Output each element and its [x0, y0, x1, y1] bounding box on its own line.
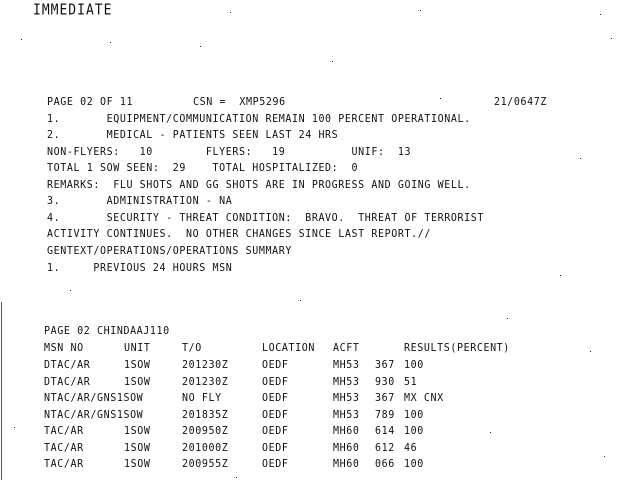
cell-msn: NTAC/AR/GNS1SOW	[44, 392, 144, 405]
cell-aircraft: MH60	[333, 425, 360, 438]
cell-aircraft: MH53	[333, 375, 360, 388]
page-number: PAGE 02 OF 11	[47, 96, 134, 109]
fax-speck	[200, 46, 201, 47]
cell-unit: 1SOW	[124, 458, 151, 471]
cell-unit: 1SOW	[124, 441, 151, 454]
left-margin-line	[1, 302, 2, 480]
cell-unit: 1SOW	[124, 375, 151, 388]
fax-speck	[580, 158, 581, 159]
fax-speck	[611, 38, 612, 39]
cell-msn: DTAC/AR	[44, 359, 91, 372]
page2-header: PAGE 02 CHINDAAJ110	[44, 325, 170, 338]
cell-aircraft: MH60	[333, 458, 360, 471]
cell-takeoff: NO FLY	[182, 392, 222, 405]
cell-location: OEDF	[262, 408, 289, 421]
cell-aircraft: MH53	[333, 359, 360, 372]
cell-msn: TAC/AR	[44, 458, 84, 471]
cell-takeoff: 201230Z	[182, 359, 229, 372]
cell-result: 100	[404, 359, 424, 372]
fax-speck	[21, 39, 22, 40]
cell-tail-number: 367	[375, 359, 395, 372]
col-header-results: RESULTS(PERCENT)	[404, 342, 510, 355]
fax-speck	[490, 432, 491, 433]
cell-takeoff: 201230Z	[182, 375, 229, 388]
cell-tail-number: 789	[375, 408, 395, 421]
report-line: 1. EQUIPMENT/COMMUNICATION REMAIN 100 PERCENT OPERATIONAL.	[47, 113, 471, 126]
cell-result: 100	[404, 425, 424, 438]
date-time-group: 21/0647Z	[494, 96, 547, 109]
col-header-location: LOCATION	[262, 342, 315, 355]
cell-tail-number: 930	[375, 375, 395, 388]
cell-unit: 1SOW	[124, 425, 151, 438]
cell-location: OEDF	[262, 425, 289, 438]
cell-msn: TAC/AR	[44, 441, 84, 454]
cell-takeoff: 200955Z	[182, 458, 229, 471]
cell-takeoff: 201000Z	[182, 441, 229, 454]
fax-speck	[332, 61, 333, 62]
fax-speck	[110, 42, 111, 43]
cell-location: OEDF	[262, 392, 289, 405]
classification-heading: IMMEDIATE	[33, 1, 113, 19]
cell-result: 46	[404, 441, 418, 454]
fax-speck	[600, 14, 601, 15]
cell-tail-number: 066	[375, 458, 395, 471]
cell-result: 100	[404, 408, 424, 421]
cell-result: MX CNX	[404, 392, 444, 405]
csn-number: CSN = XMP5296	[193, 96, 286, 109]
fax-speck	[590, 351, 591, 352]
cell-tail-number: 614	[375, 425, 395, 438]
fax-speck	[230, 12, 231, 13]
cell-tail-number: 367	[375, 392, 395, 405]
col-header-acft: ACFT	[333, 342, 360, 355]
cell-location: OEDF	[262, 458, 289, 471]
report-line: NON-FLYERS: 10 FLYERS: 19 UNIF: 13	[47, 146, 412, 159]
cell-takeoff: 200950Z	[182, 425, 229, 438]
cell-aircraft: MH53	[333, 408, 360, 421]
report-line: ACTIVITY CONTINUES. NO OTHER CHANGES SINCE LAST REPORT.//	[47, 228, 431, 241]
fax-speck	[300, 300, 301, 301]
report-line: 2. MEDICAL - PATIENTS SEEN LAST 24 HRS	[47, 129, 339, 142]
cell-msn: TAC/AR	[44, 425, 84, 438]
report-line: 3. ADMINISTRATION - NA	[47, 195, 233, 208]
report-line: TOTAL 1 SOW SEEN: 29 TOTAL HOSPITALIZED: 0	[47, 162, 359, 175]
report-line: REMARKS: FLU SHOTS AND GG SHOTS ARE IN PROGRESS AND GOING WELL.	[47, 179, 471, 192]
report-line: GENTEXT/OPERATIONS/OPERATIONS SUMMARY	[47, 245, 292, 258]
fax-speck	[440, 98, 441, 99]
cell-unit: 1SOW	[124, 359, 151, 372]
fax-speck	[507, 318, 508, 319]
fax-speck	[560, 275, 561, 276]
col-header-unit: UNIT	[124, 342, 151, 355]
cell-msn: DTAC/AR	[44, 375, 91, 388]
cell-location: OEDF	[262, 359, 289, 372]
fax-speck	[70, 290, 71, 291]
report-line: 4. SECURITY - THREAT CONDITION: BRAVO. THREAT OF TERRORIST	[47, 212, 484, 225]
cell-aircraft: MH60	[333, 441, 360, 454]
cell-tail-number: 612	[375, 441, 395, 454]
col-header-msn: MSN NO	[44, 342, 84, 355]
report-line: 1. PREVIOUS 24 HOURS MSN	[47, 262, 233, 275]
cell-result: 51	[404, 375, 418, 388]
fax-speck	[420, 10, 421, 11]
cell-location: OEDF	[262, 441, 289, 454]
fax-speck	[604, 456, 605, 457]
fax-speck	[14, 427, 15, 428]
col-header-to: T/O	[182, 342, 202, 355]
cell-msn: NTAC/AR/GNS1SOW	[44, 408, 144, 421]
fax-speck	[236, 477, 237, 478]
cell-takeoff: 201835Z	[182, 408, 229, 421]
cell-result: 100	[404, 458, 424, 471]
cell-aircraft: MH53	[333, 392, 360, 405]
cell-location: OEDF	[262, 375, 289, 388]
